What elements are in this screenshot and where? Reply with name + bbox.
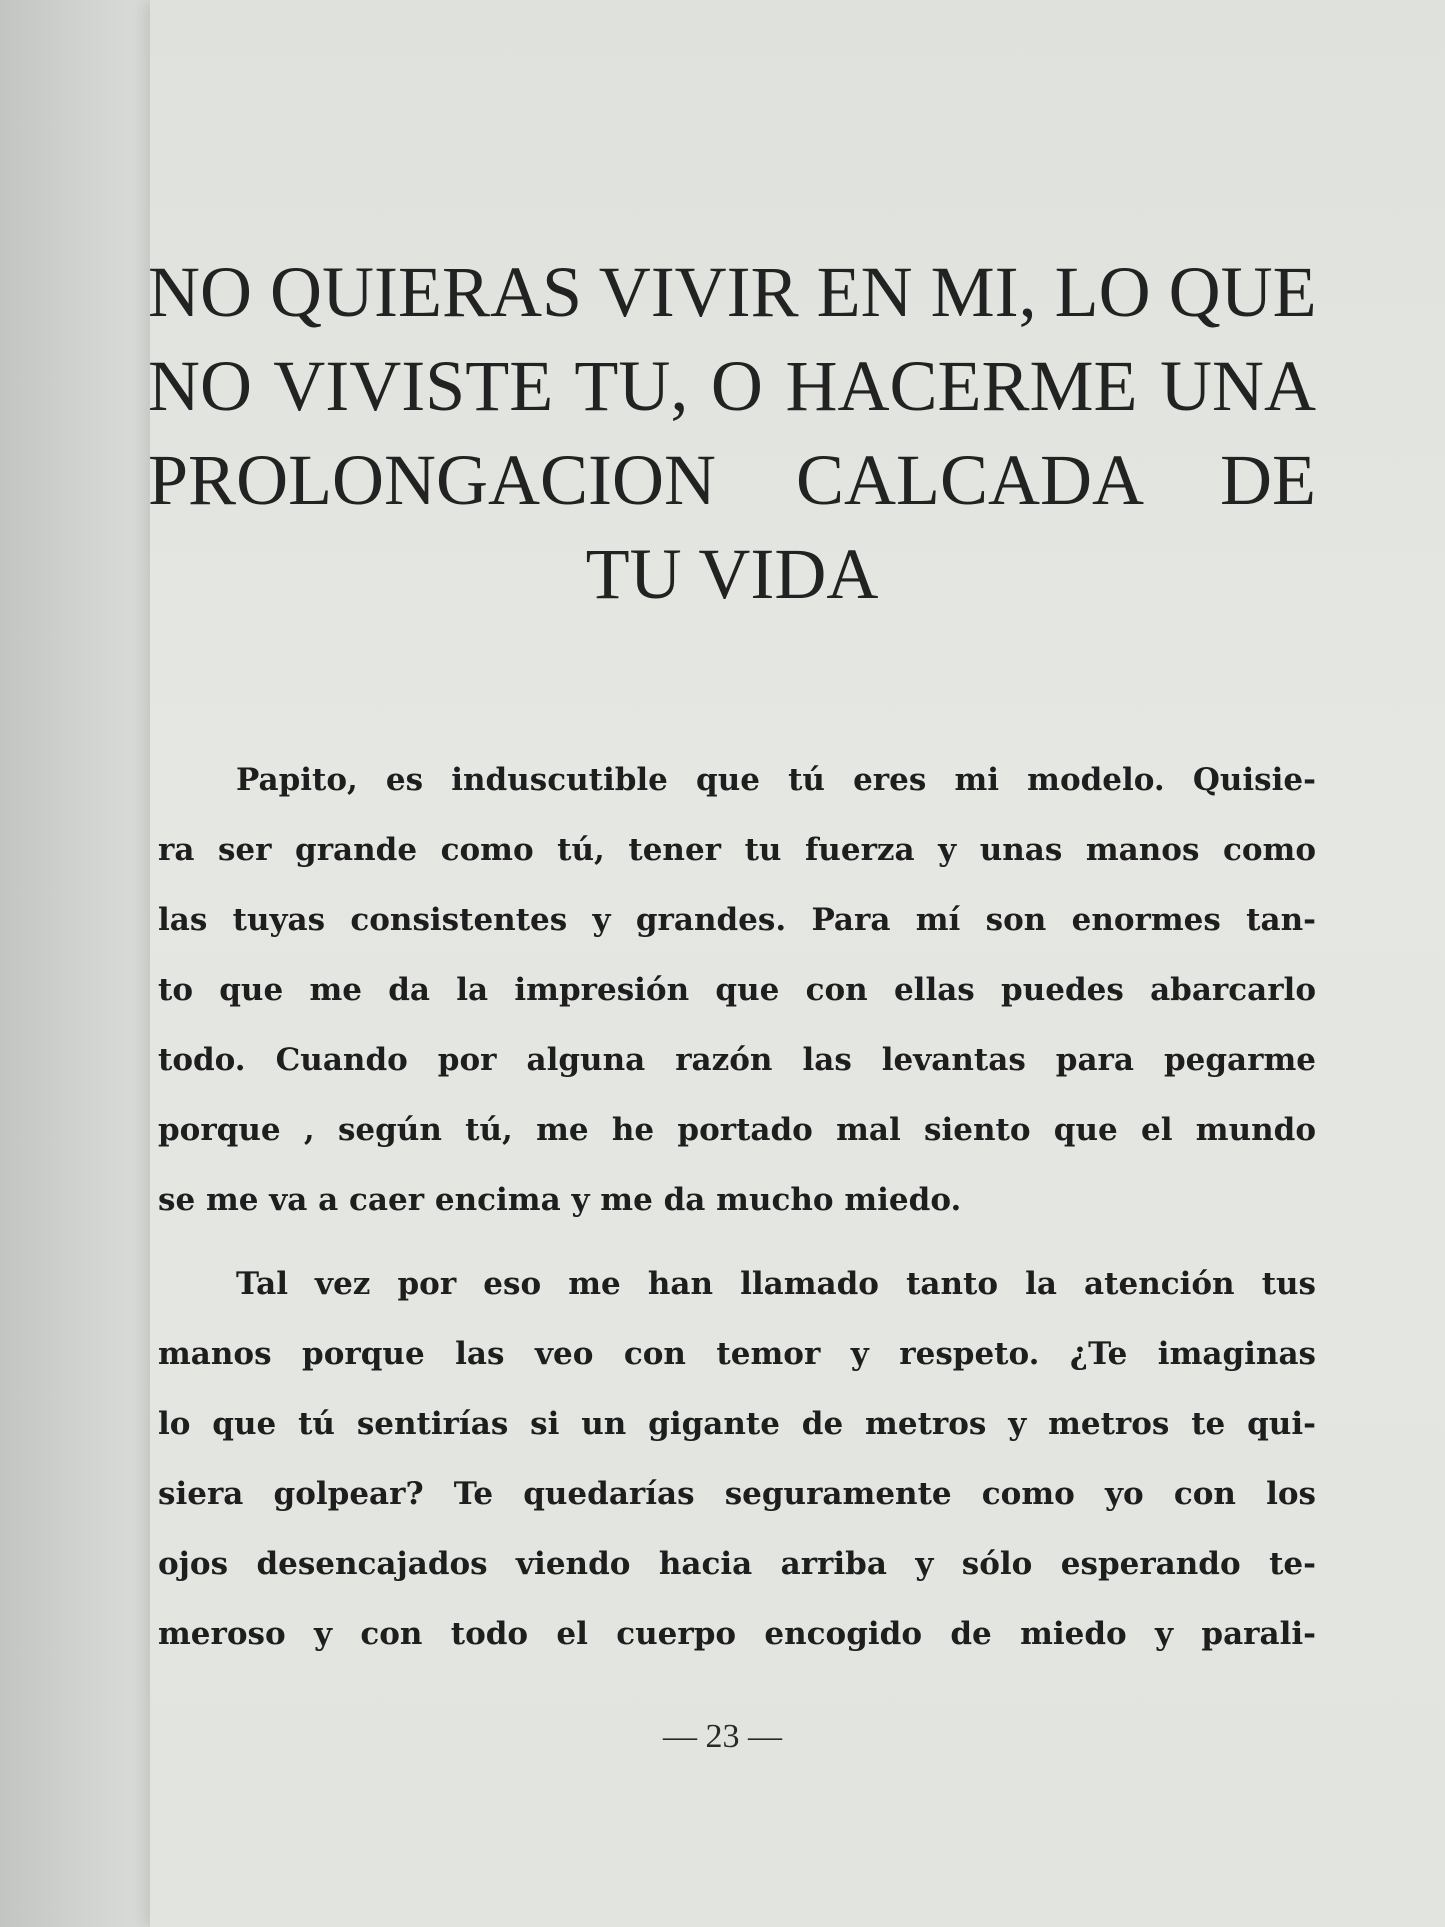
text-line: porque , según tú, me he portado mal siento que el mundo	[158, 1112, 1316, 1148]
chapter-title-line: TU VIDA	[585, 534, 879, 614]
text-line: Papito, es induscutible que tú eres mi modelo. Quisie-	[236, 762, 1316, 798]
chapter-title-line: NO QUIERAS VIVIR EN MI, LO QUE	[148, 252, 1317, 332]
chapter-title	[0, 245, 1445, 621]
chapter-title-line: NO VIVISTE TU, O HACERME UNA	[148, 346, 1316, 426]
text-line: to que me da la impresión que con ellas puedes abarcarlo	[158, 972, 1316, 1008]
text-line: lo que tú sentirías si un gigante de metros y metros te qui-	[158, 1406, 1316, 1442]
text-line: Tal vez por eso me han llamado tanto la atención tus	[236, 1266, 1316, 1302]
text-line: manos porque las veo con temor y respeto. ¿Te imaginas	[158, 1336, 1316, 1372]
paragraph	[158, 1249, 1316, 1669]
text-line: siera golpear? Te quedarías seguramente como yo con los	[158, 1476, 1316, 1512]
chapter-title-line: PROLONGACION CALCADA DE	[148, 440, 1316, 520]
paragraph	[158, 745, 1316, 1235]
text-line: ra ser grande como tú, tener tu fuerza y unas manos como	[158, 832, 1316, 868]
text-line: ojos desencajados viendo hacia arriba y sólo esperando te-	[158, 1546, 1316, 1582]
page-number: — 23 —	[663, 1718, 782, 1755]
text-line: las tuyas consistentes y grandes. Para mí son enormes tan-	[158, 902, 1316, 938]
text-line: todo. Cuando por alguna razón las levantas para pegarme	[158, 1042, 1316, 1078]
text-line: se me va a caer encima y me da mucho miedo.	[158, 1182, 962, 1218]
text-line: meroso y con todo el cuerpo encogido de miedo y parali-	[158, 1616, 1316, 1652]
body-text	[158, 745, 1316, 1669]
